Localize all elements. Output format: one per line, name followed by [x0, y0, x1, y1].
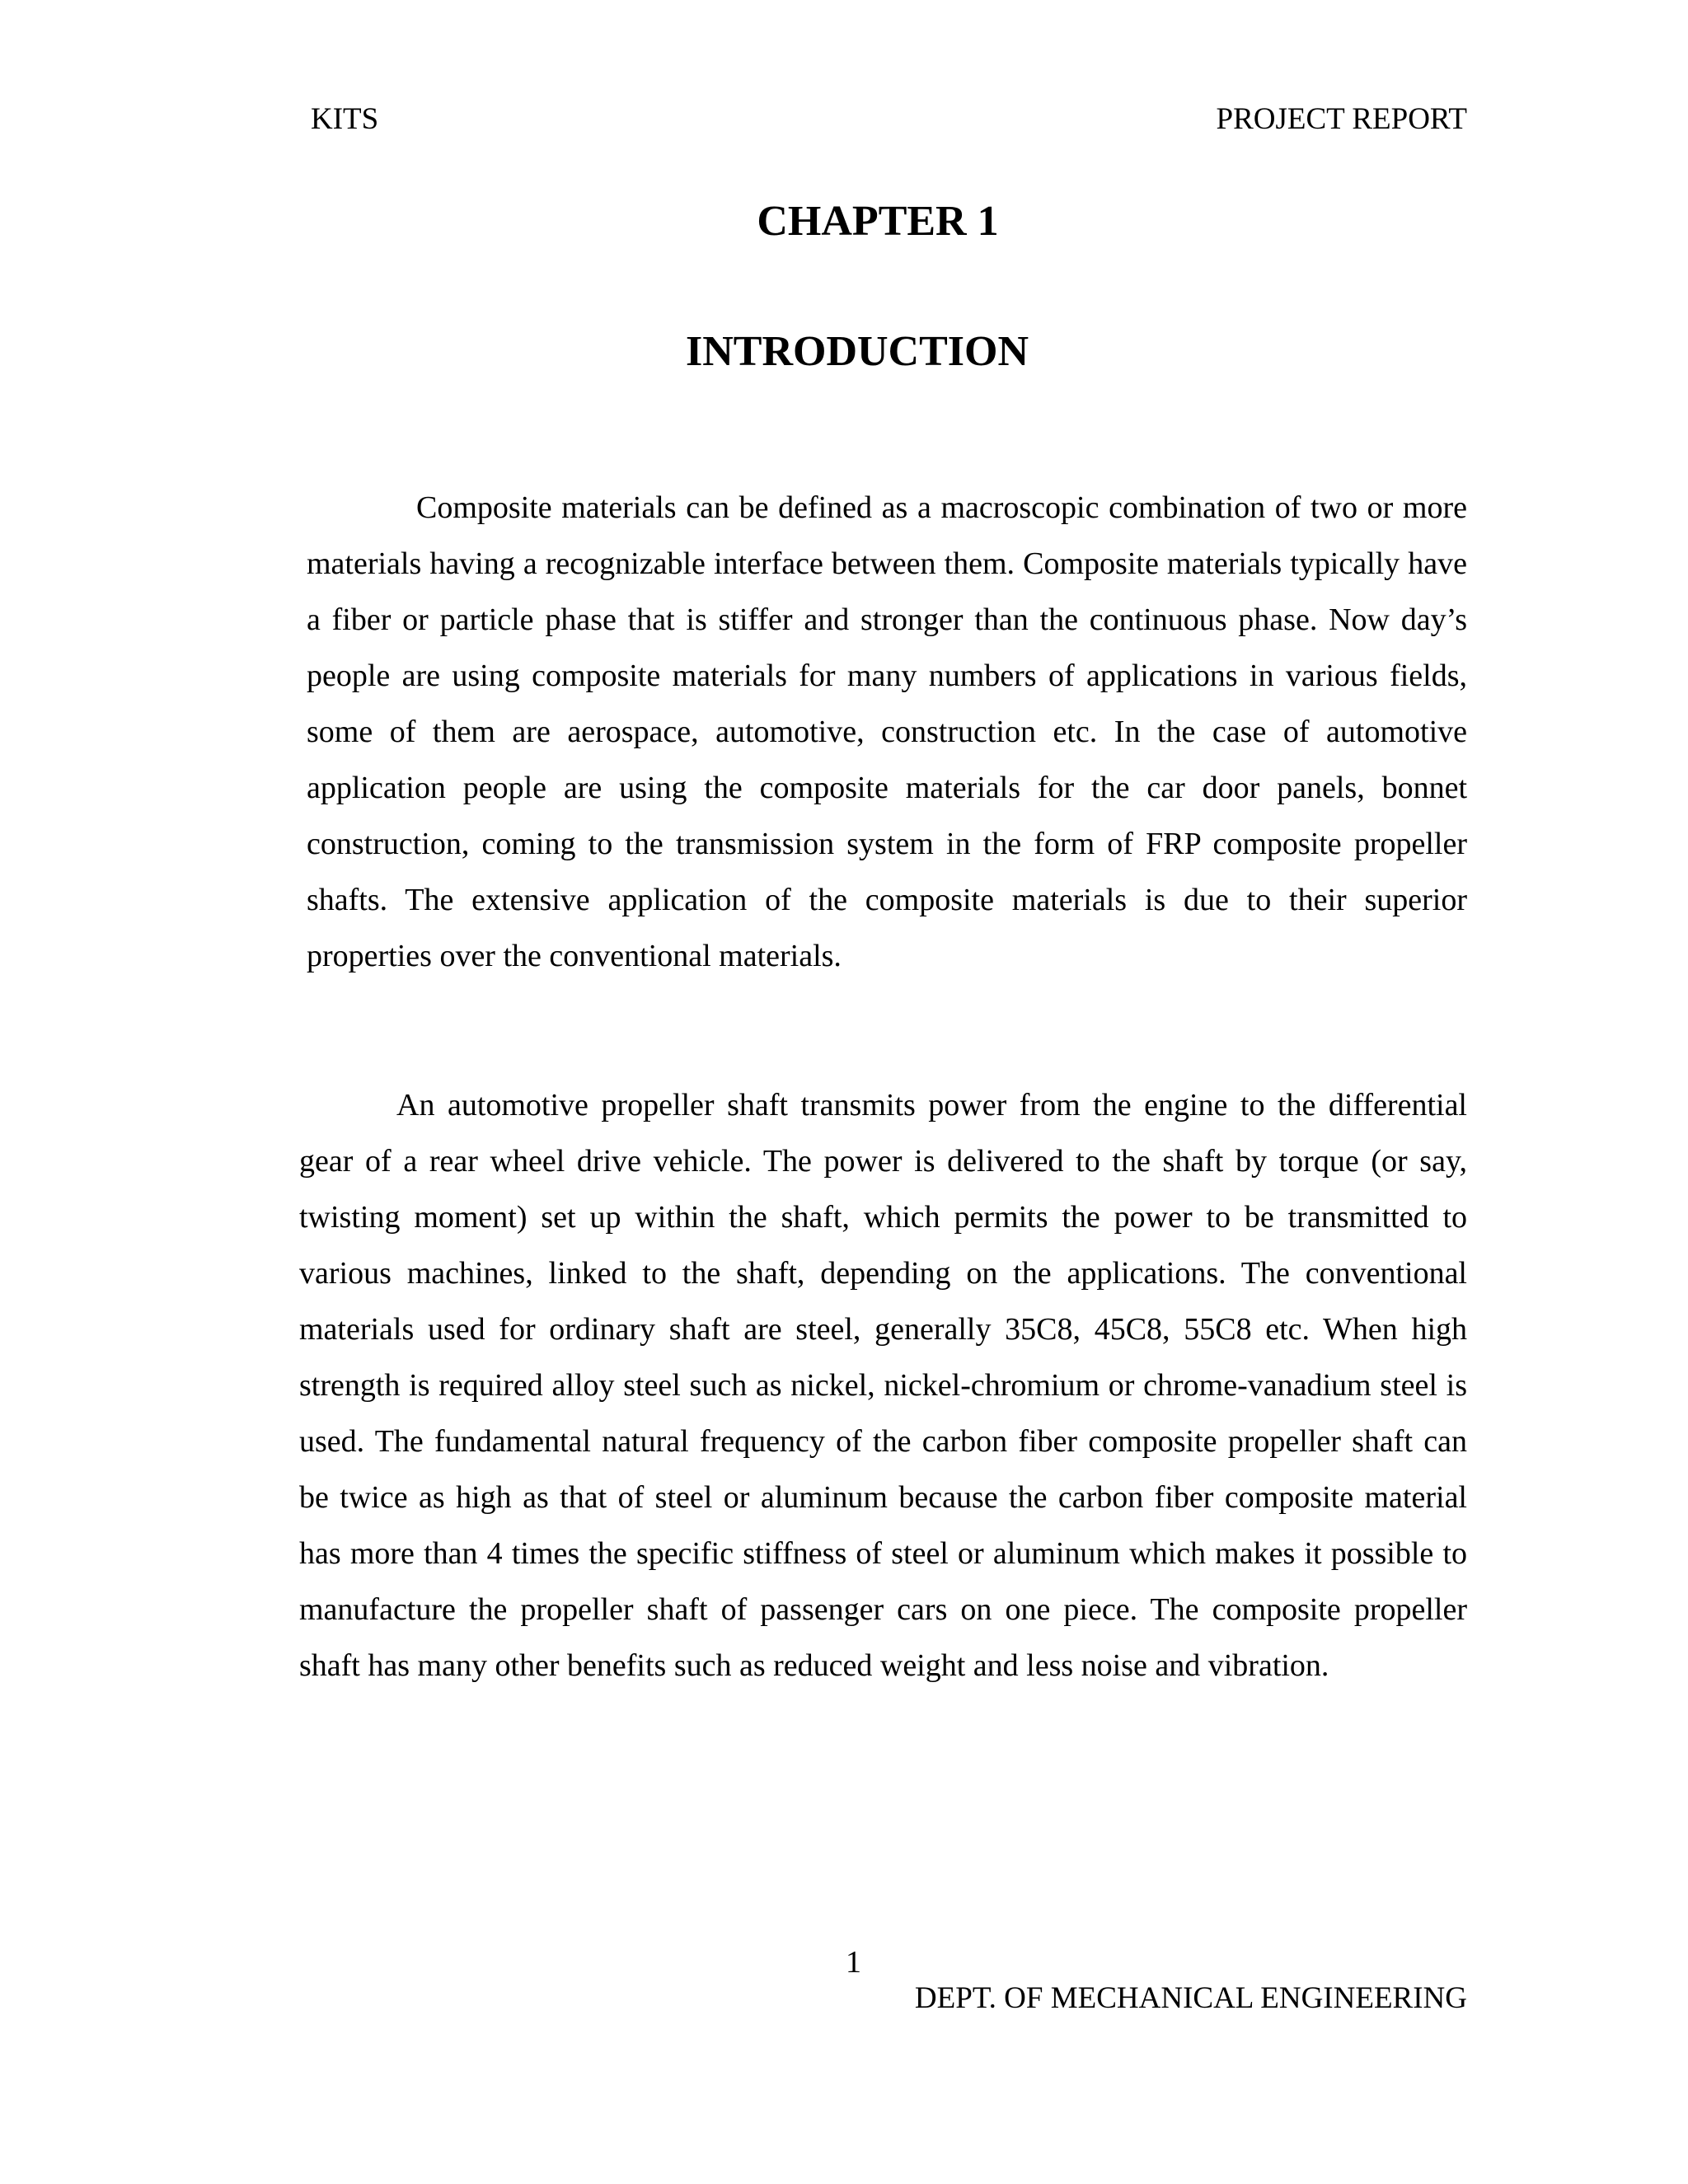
header-institution: KITS	[311, 102, 379, 136]
header-report-type: PROJECT REPORT	[1216, 102, 1467, 136]
page-number: 1	[846, 1945, 861, 1980]
body-paragraph: Composite materials can be defined as a macroscopic combination of two or more materials having a recognizable interface between them. Composite materials typically have a fiber or particle phase that is stiffer and stronger than the continuous phase. Now day’s people are using composite materials for many numbers of applications in various fields, some of them are aerospace, automotive, construction etc. In the case of automotive application people are using the composite materials for the car door panels, bonnet construction, coming to the transmission system in the form of FRP composite propeller shafts. The extensive application of the composite materials is due to their superior properties over the conventional materials.	[307, 490, 1467, 973]
footer-department: DEPT. OF MECHANICAL ENGINEERING	[914, 1981, 1467, 2015]
chapter-title: INTRODUCTION	[685, 328, 1029, 375]
body-paragraph: An automotive propeller shaft transmits power from the engine to the differential gear of a rear wheel drive vehicle. The power is delivered to the shaft by torque (or say, twisting moment) set up within the shaft, which permits the power to be transmitted to various machines, linked to the shaft, depending on the applications. The conventional materials used for ordinary shaft are steel, generally 35C8, 45C8, 55C8 etc. When high strength is required alloy steel such as nickel, nickel-chromium or chrome-vanadium steel is used. The fundamental natural frequency of the carbon fiber composite propeller shaft can be twice as high as that of steel or aluminum because the carbon fiber composite material has more than 4 times the specific stiffness of steel or aluminum which makes it possible to manufacture the propeller shaft of passenger cars on one piece. The composite propeller shaft has many other benefits such as reduced weight and less noise and vibration.	[299, 1088, 1467, 1683]
chapter-number: CHAPTER 1	[757, 198, 999, 245]
